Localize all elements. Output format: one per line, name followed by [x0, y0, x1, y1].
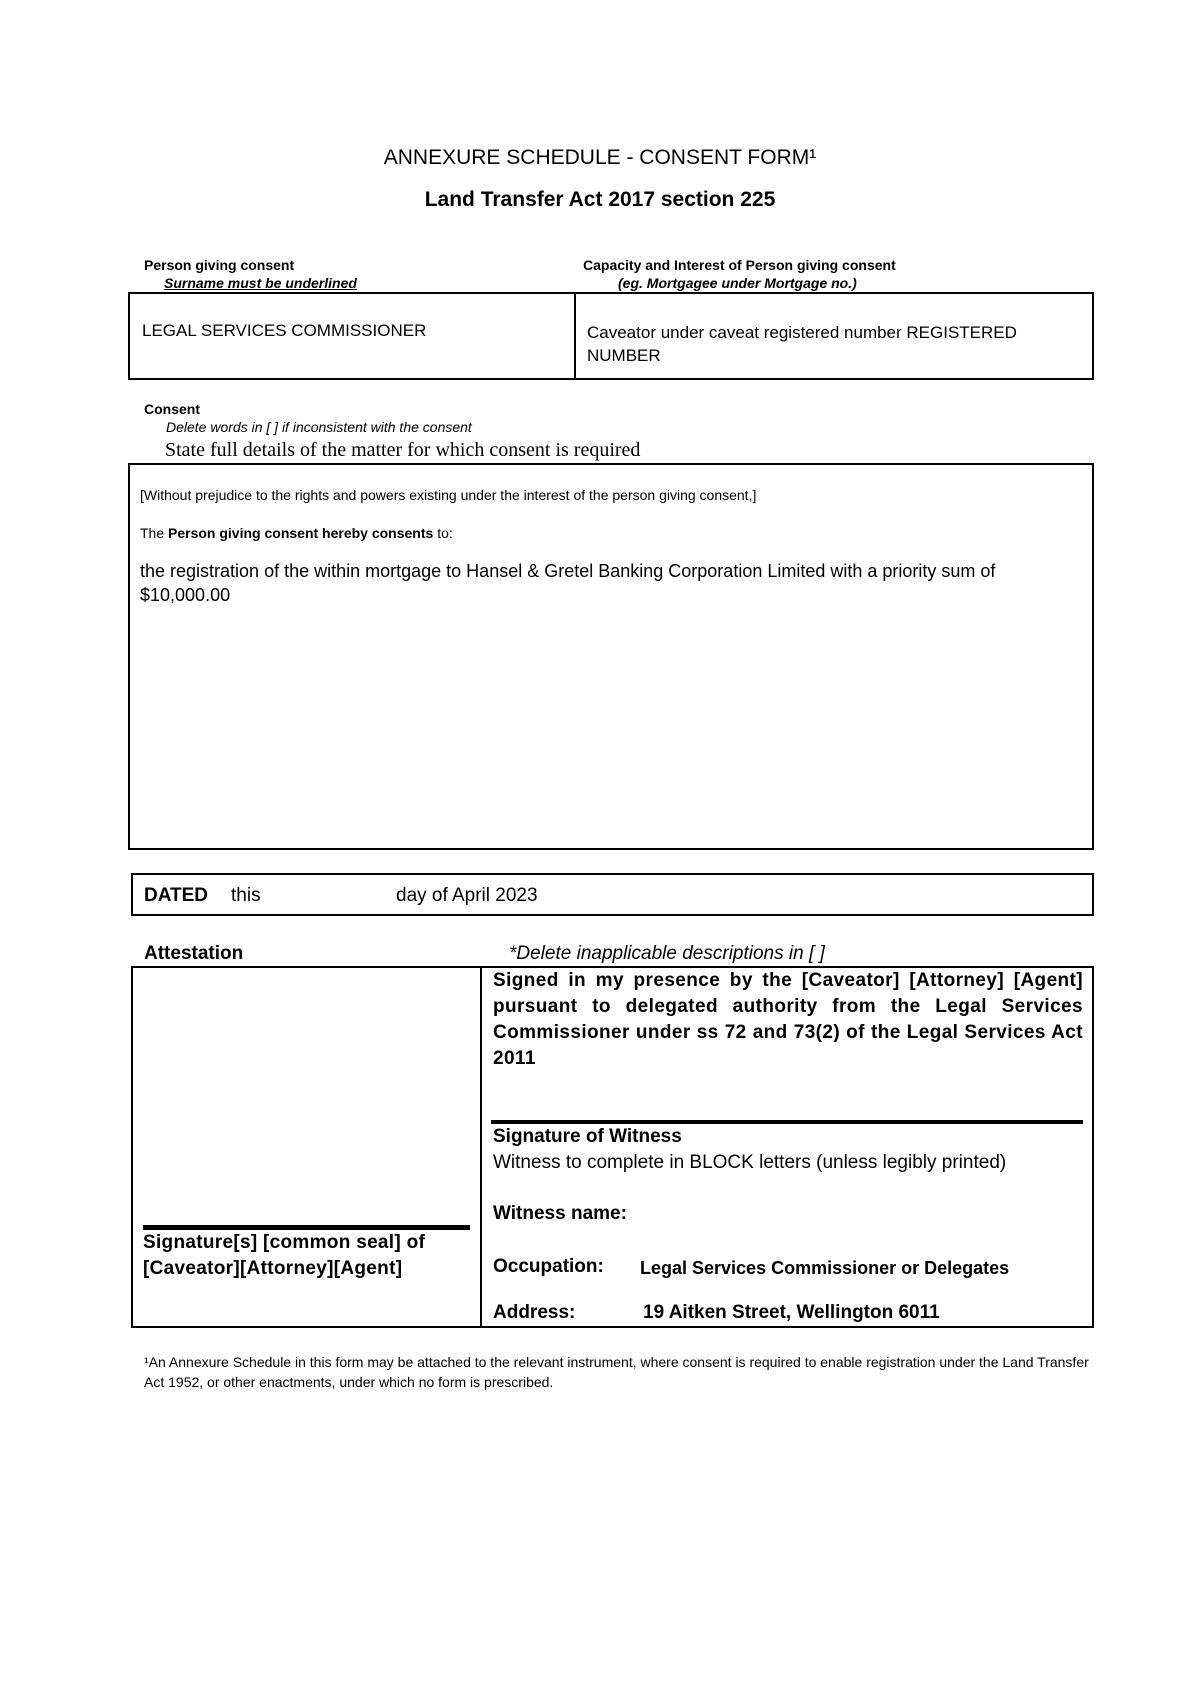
capacity-note: (eg. Mortgagee under Mortgage no.) — [618, 275, 857, 291]
occupation-value: Legal Services Commissioner or Delegates — [640, 1258, 1010, 1278]
dated-box — [131, 873, 1094, 916]
attestation-note: *Delete inapplicable descriptions in [ ] — [509, 943, 825, 964]
witness-signature-label: Signature of Witness — [493, 1126, 682, 1147]
capacity-label: Capacity and Interest of Person giving consent — [583, 257, 896, 273]
witness-signature-line — [491, 1120, 1083, 1124]
consent-instruction: State full details of the matter for which consent is required — [165, 439, 641, 461]
prejudice-text: [Without prejudice to the rights and powers existing under the interest of the person giving consent,] — [140, 487, 757, 503]
signature-label: Signature[s] [common seal] of [Caveator][Attorney][Agent] — [143, 1232, 426, 1279]
footnote: ¹An Annexure Schedule in this form may be attached to the relevant instrument, where consent is required to enable registration under the Land Transfer Act 1952, or other enactments, under which no form is prescribed. — [144, 1354, 1089, 1390]
capacity-value: Caveator under caveat registered number REGISTERED NUMBER — [587, 323, 1017, 365]
signed-presence-text: Signed in my presence by the [Caveator] [Attorney] [Agent] pursuant to delegated authority from the Legal Services Commissioner under ss 72 and 73(2) of the Legal Services Act 2011 — [493, 970, 1083, 1069]
address-label: Address: — [493, 1302, 576, 1323]
person-box-divider — [574, 294, 576, 378]
hereby-suffix: to: — [433, 525, 453, 541]
hereby-bold: Person giving consent hereby consents — [168, 525, 434, 541]
dated-this: this — [231, 885, 261, 906]
consent-label: Consent — [144, 401, 200, 417]
person-capacity-box — [128, 292, 1094, 380]
witness-instruction: Witness to complete in BLOCK letters (unless legibly printed) — [493, 1152, 1007, 1173]
consent-details-text: the registration of the within mortgage to Hansel & Gretel Banking Corporation Limited with a priority sum of $10,000.00 — [140, 561, 996, 605]
form-subtitle: Land Transfer Act 2017 section 225 — [424, 188, 776, 211]
form-title: ANNEXURE SCHEDULE - CONSENT FORM¹ — [383, 146, 817, 169]
person-value: LEGAL SERVICES COMMISSIONER — [142, 321, 427, 340]
occupation-label: Occupation: — [493, 1256, 604, 1277]
person-label: Person giving consent — [144, 257, 295, 273]
consent-details-box — [128, 463, 1094, 850]
dated-label: DATED — [144, 885, 209, 906]
person-note: Surname must be underlined — [164, 275, 357, 291]
address-value: 19 Aitken Street, Wellington 6011 — [643, 1302, 940, 1323]
attestation-label: Attestation — [144, 943, 244, 964]
hereby-consents-line — [140, 525, 453, 541]
witness-name-label: Witness name: — [493, 1203, 627, 1224]
attestation-box — [131, 966, 1094, 1328]
dated-day-of-month: day of April 2023 — [396, 885, 538, 906]
attestation-divider — [480, 968, 482, 1326]
hereby-prefix: The — [140, 525, 169, 541]
consent-note: Delete words in [ ] if inconsistent with the consent — [166, 419, 472, 435]
